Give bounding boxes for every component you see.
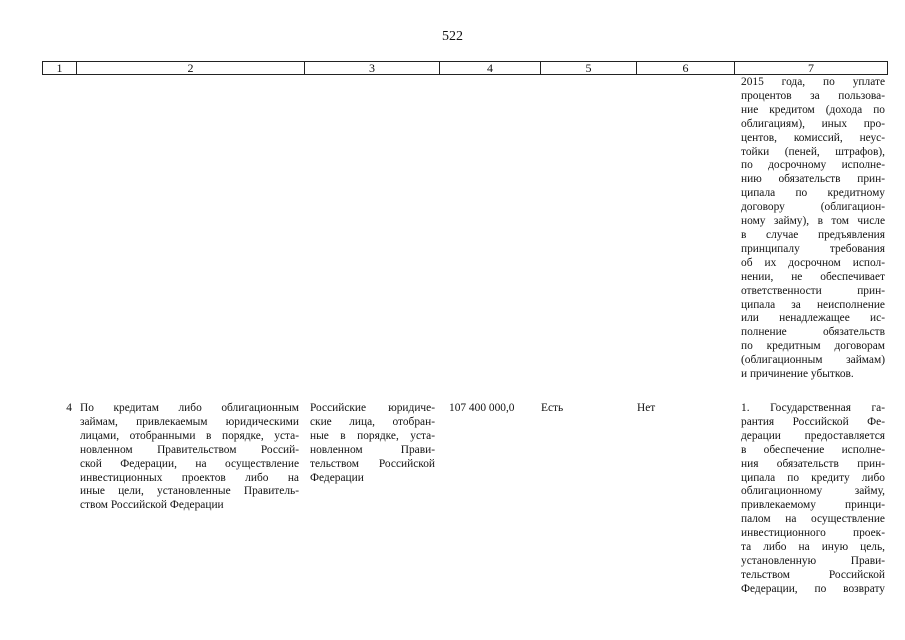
text-line: центов, комиссий, неус- xyxy=(741,131,885,144)
text-line: займам, привлекаемым юридическими xyxy=(80,415,299,428)
text-line: ния обязательств прин- xyxy=(741,457,885,470)
text-line: та либо на иную цель, xyxy=(741,541,885,554)
header-col-3: 3 xyxy=(305,62,440,74)
text-line: иные цели, установленные Правитель- xyxy=(80,485,299,498)
text-line: облигационному займу, xyxy=(741,485,885,498)
row4-amount: 107 400 000,0 xyxy=(449,402,515,414)
text-line: или ненадлежащее ис- xyxy=(741,312,885,325)
text-line: ответственности прин- xyxy=(741,284,885,297)
text-line: процентов за пользова- xyxy=(741,89,885,102)
text-line: установленную Прави- xyxy=(741,554,885,567)
header-col-6: 6 xyxy=(637,62,735,74)
header-col-1: 1 xyxy=(43,62,77,74)
text-line: новленном Прави- xyxy=(310,443,435,456)
text-line: принципалу требования xyxy=(741,242,885,255)
text-line: ством Российской Федерации xyxy=(80,499,224,512)
text-line: 2015 года, по уплате xyxy=(741,76,885,88)
text-line: рантия Российской Фе- xyxy=(741,415,885,428)
row4-number: 4 xyxy=(66,402,72,414)
text-line: тельством Российской xyxy=(310,457,435,470)
text-line: ному займу), в том числе xyxy=(741,215,885,228)
text-line: по досрочному исполне- xyxy=(741,159,885,172)
row4-col7 xyxy=(741,402,885,597)
text-line: дерации предоставляется xyxy=(741,429,885,442)
text-line: палом на осуществление xyxy=(741,513,885,526)
text-line: 1. Государственная га- xyxy=(741,402,885,414)
text-line: по кредитным договорам xyxy=(741,340,885,353)
text-line: облигациям), иных про- xyxy=(741,117,885,130)
text-line: ние кредитом (дохода по xyxy=(741,103,885,116)
text-line: и причинение убытков. xyxy=(741,368,854,381)
text-line: лицами, отобранными в порядке, уста- xyxy=(80,429,299,442)
text-line: в случае предъявления xyxy=(741,228,885,241)
text-line: инвестиционного проек- xyxy=(741,527,885,540)
text-line: тельством Российской xyxy=(741,568,885,581)
text-line: Федерации, по возврату xyxy=(741,582,885,595)
text-line: ципала по кредитному xyxy=(741,187,885,200)
row4-col5: Есть xyxy=(541,402,564,414)
text-line: Российские юридиче- xyxy=(310,402,435,414)
text-line: договору (облигацион- xyxy=(741,201,885,214)
row4-purpose xyxy=(80,402,299,513)
text-line: в обеспечение исполне- xyxy=(741,443,885,456)
table-header-row xyxy=(42,61,888,75)
page-number: 522 xyxy=(442,29,463,44)
header-col-4: 4 xyxy=(440,62,541,74)
text-line: По кредитам либо облигационным xyxy=(80,402,299,414)
text-line: нении, не обеспечивает xyxy=(741,270,885,283)
header-col-2: 2 xyxy=(77,62,305,74)
text-line: полнение обязательств xyxy=(741,326,885,339)
text-line: привлекаемому принци- xyxy=(741,499,885,512)
text-line: нию обязательств прин- xyxy=(741,173,885,186)
text-line: ципала за неисполнение xyxy=(741,298,885,311)
text-line: об их досрочном испол- xyxy=(741,256,885,269)
header-col-5: 5 xyxy=(541,62,637,74)
row4-principal xyxy=(310,402,435,485)
text-line: ципала по кредиту либо xyxy=(741,471,885,484)
row4-col6: Нет xyxy=(637,402,656,414)
text-line: (облигационным займам) xyxy=(741,354,885,367)
text-line: новленном Правительством Россий- xyxy=(80,443,299,456)
text-line: ской Федерации, на осуществление xyxy=(80,457,299,470)
header-col-7: 7 xyxy=(808,61,814,75)
text-line: тойки (пеней, штрафов), xyxy=(741,145,885,158)
text-line: инвестиционных проектов либо на xyxy=(80,471,299,484)
text-line: ские лица, отобран- xyxy=(310,415,435,428)
col7-continued-text xyxy=(741,76,885,382)
text-line: ные в порядке, уста- xyxy=(310,429,435,442)
text-line: Федерации xyxy=(310,471,364,484)
